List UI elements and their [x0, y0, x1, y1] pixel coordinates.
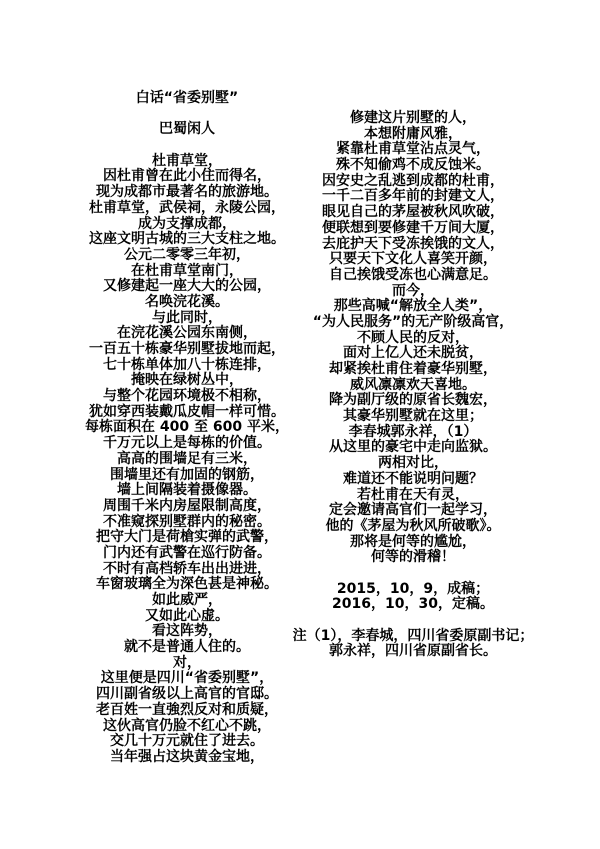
poem-line: 当年强占这块黄金宝地， — [110, 748, 264, 765]
poem-line: 一千二百多年前的封建文人， — [322, 188, 504, 205]
poem-line: 老百姓一直強烈反对和质疑， — [96, 701, 278, 718]
poem-line: 每栋面积在 400 至 600 平米， — [85, 419, 289, 436]
poem-line: 不顾人民的反对， — [357, 329, 469, 346]
poem-line: 这伙高官仍脸不红心不跳， — [103, 717, 271, 734]
poem-line: 杜甫草堂，武侯祠，永陵公园， — [89, 199, 285, 216]
poem-line: 注（1），李春城，四川省委原副书记； — [292, 627, 534, 644]
poem-title: 白话“省委别墅” — [135, 90, 239, 106]
poem-line: “为人民服务”的无产阶级高官， — [312, 313, 514, 330]
poem-line: 而今， — [392, 282, 434, 299]
poem-line: 与此同时， — [152, 309, 222, 326]
poem-line: 犹如穿西装戴瓜皮帽一样可惜。 — [89, 403, 285, 420]
poem-line: 只要天下文化人喜笑开颜， — [329, 251, 497, 268]
poem-line: 定会邀请高官们一起学习， — [329, 502, 497, 519]
date-block — [286, 582, 540, 613]
poem-line: 修建这片别墅的人， — [350, 110, 476, 126]
poem-line: 不时有高档轿车出出进进， — [103, 560, 271, 577]
poem-line: 他的《茅屋为秋风所破歌》。 — [325, 517, 501, 534]
poem-line: 威风凛凛欢天喜地。 — [350, 376, 476, 393]
poem-line: 掩映在绿树丛中， — [131, 372, 243, 389]
poem-line: 又修建起一座大大的公园， — [103, 278, 271, 295]
poem-line: 门内还有武警在巡行防备。 — [103, 544, 271, 561]
poem-line: 如此威严， — [152, 592, 222, 609]
poem-line: 这里便是四川“省委别墅”， — [100, 670, 274, 687]
note-block — [286, 629, 540, 660]
poem-line: 又如此心虚。 — [145, 607, 229, 624]
poem-line: 从这里的豪宅中走向监狱。 — [329, 439, 497, 456]
poem-right-stanza — [286, 111, 540, 566]
poem-line: 便联想到要修建千万间大厦， — [322, 219, 504, 236]
poem-line: 眼见自己的茅屋被秋风吹破， — [322, 204, 504, 221]
poem-line: 何等的滑稽！ — [371, 549, 455, 566]
poem-line: 面对上亿人还未脱贫， — [343, 345, 483, 362]
poem-line: 七十栋单体加八十栋连排， — [103, 356, 271, 373]
poem-line: 若杜甫在天有灵， — [357, 486, 469, 503]
poem-line: 名唤浣花溪。 — [145, 293, 229, 310]
poem-line: 2016，10，30，定稿。 — [332, 596, 494, 613]
poem-line: 其豪华别墅就在这里； — [343, 408, 483, 425]
poem-line: 殊不知偷鸡不成反蚀米。 — [336, 157, 490, 174]
poem-line: 四川副省级以上高官的官邸。 — [96, 686, 278, 703]
poem-line: 公元二零零三年初， — [124, 246, 250, 263]
poem-line: 却紧挨杜甫住着豪华别墅， — [329, 361, 497, 377]
poem-line: 李春城郭永祥，（1） — [348, 423, 478, 440]
right-column — [286, 111, 540, 660]
poem-line: 那些高喊“解放全人类”， — [333, 298, 493, 315]
poem-line: 那将是何等的尴尬， — [350, 533, 476, 550]
poem-line: 千万元以上是每栋的价值。 — [103, 435, 271, 452]
poem-line: 墙上间隔装着摄像器。 — [117, 482, 257, 499]
poem-line: 自己挨饿受冻也心满意足。 — [329, 266, 497, 283]
poem-line: 2015，10，9，成稿； — [336, 580, 490, 597]
poem-line: 就不是普通人住的。 — [124, 639, 250, 656]
poem-line: 现为成都市最著名的旅游地。 — [96, 184, 278, 201]
poem-line: 在杜甫草堂南门， — [131, 262, 243, 279]
poem-line: 杜甫草堂， — [152, 152, 222, 169]
poem-line: 不准窥探别墅群内的秘密。 — [103, 513, 271, 530]
poem-line: 郭永祥，四川省原副省长。 — [329, 643, 497, 660]
poem-author: 巴蜀闲人 — [159, 121, 215, 138]
poem-line: 去庇护天下受冻挨饿的文人， — [322, 235, 504, 252]
poem-line: 因安史之乱逃到成都的杜甫， — [322, 172, 504, 189]
poem-line: 把守大门是荷槍实弹的武警， — [96, 529, 278, 546]
poem-line: 交几十万元就住了进去。 — [110, 733, 264, 750]
poem-line: 高高的围墙足有三米， — [117, 450, 257, 467]
poem-line: 紧靠杜甫草堂沾点灵气， — [336, 141, 490, 158]
poem-line: 围墙里还有加固的钢筋， — [110, 466, 264, 483]
poem-line: 因杜甫曾在此小住而得名， — [103, 168, 271, 185]
poem-line: 与整个花园环境极不相称， — [103, 388, 271, 405]
poem-line: 成为支撑成都， — [138, 215, 236, 232]
poem-line: 本想附庸风雅， — [364, 125, 462, 142]
poem-line: 两相对比， — [378, 455, 448, 472]
poem-line: 在浣花溪公园东南侧， — [117, 325, 257, 342]
poem-line: 对， — [173, 654, 201, 671]
poem-line: 难道还不能说明问题？ — [343, 470, 483, 487]
poem-line: 看这阵势， — [152, 623, 222, 640]
poem-line: 降为副厅级的原省长魏宏， — [329, 392, 497, 409]
poem-line: 这座文明古城的三大支柱之地。 — [89, 231, 285, 248]
poem-line: 一百五十栋豪华别墅拔地而起， — [89, 341, 285, 358]
poem-line: 周围千米内房屋限制高度， — [103, 497, 271, 514]
poem-line: 车窗玻璃全为深色甚是神秘。 — [96, 576, 278, 593]
